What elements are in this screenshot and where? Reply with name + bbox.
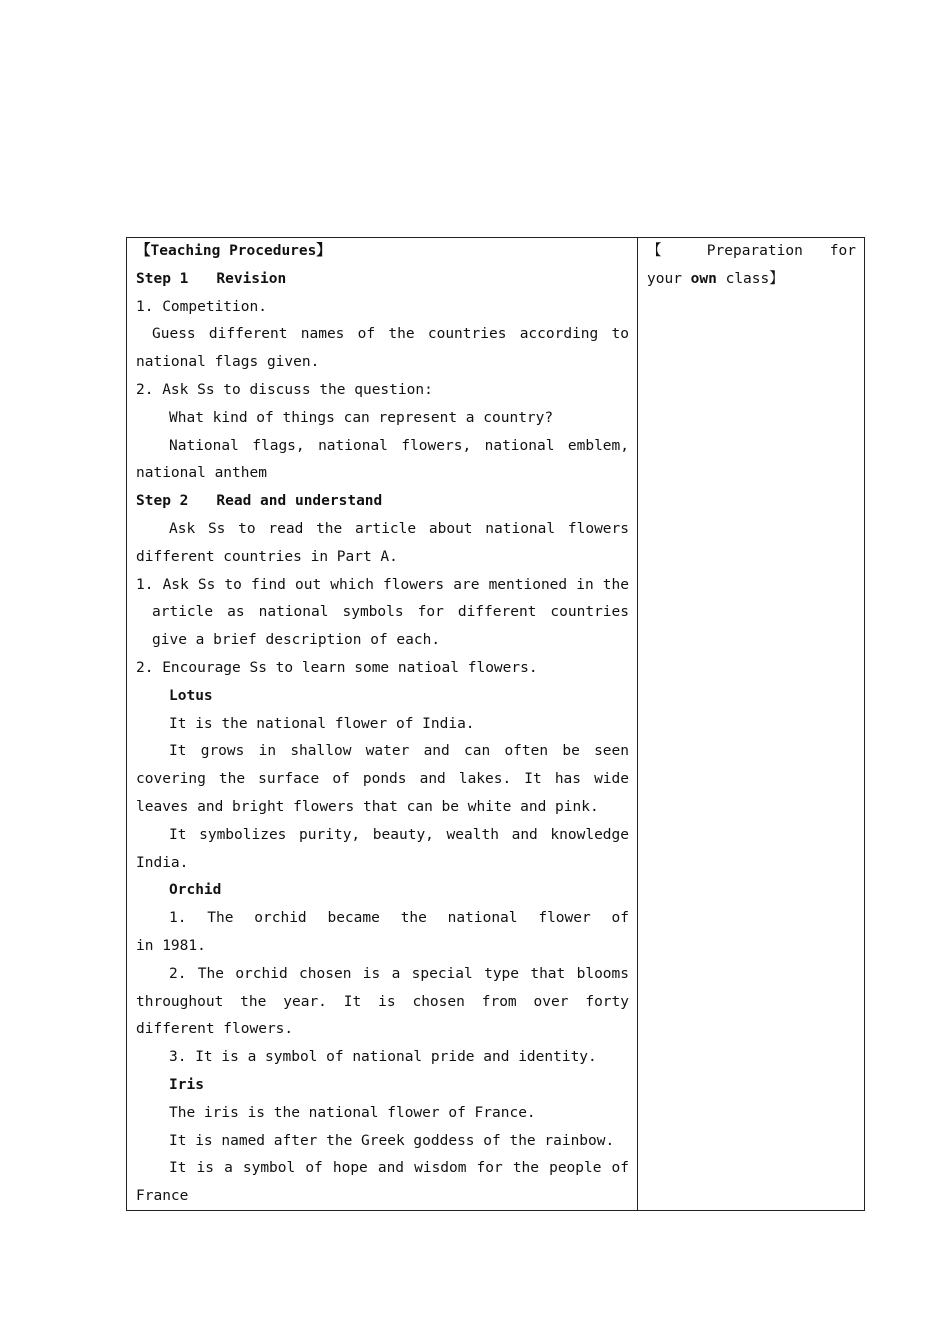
section-heading: 【Teaching Procedures】 (136, 243, 331, 259)
step-2-heading (136, 488, 629, 516)
text-line: France (136, 1188, 189, 1205)
prep-text: class】 (716, 270, 784, 287)
text-line: give a brief description of each. (152, 632, 441, 649)
orchid-title: Orchid (169, 882, 222, 899)
text-line: It is named after the Greek goddess of the rainbow. (169, 1132, 615, 1149)
text-line: 2. Encourage Ss to learn some natioal flowers. (136, 659, 538, 676)
text-line: 1. Competition. (136, 298, 267, 315)
text-line: It is a symbol of hope and wisdom for the people of (169, 1160, 629, 1177)
lesson-plan-table (126, 237, 865, 1211)
text-line: 2. Ask Ss to discuss the question: (136, 381, 433, 398)
text-line: India. (136, 854, 189, 871)
step-1-label: Step 1 (136, 270, 189, 287)
prep-text: your (647, 270, 691, 287)
text-line: It symbolizes purity, beauty, wealth and knowledge (169, 826, 629, 843)
preparation-heading-line-2 (647, 266, 856, 294)
text-line: Ask Ss to read the article about national flowers (169, 520, 629, 537)
text-line: 2. The orchid chosen is a special type that blooms (169, 965, 629, 982)
text-line: national anthem (136, 465, 267, 482)
preparation-heading-line-1: 【 Preparation for (647, 243, 856, 259)
step-2-title: Read and understand (216, 493, 383, 510)
text-line: 1. Ask Ss to find out which flowers are mentioned in the (136, 576, 629, 593)
text-line: throughout the year. It is chosen from over forty (136, 993, 629, 1010)
text-line: in 1981. (136, 937, 206, 954)
preparation-column (638, 238, 864, 1210)
text-line: national flags given. (136, 354, 320, 371)
lotus-title: Lotus (169, 687, 213, 704)
text-line: article as national symbols for different countries (152, 604, 629, 621)
text-line: 1. The orchid became the national flower of (169, 910, 629, 927)
prep-bold-text: own (690, 270, 717, 287)
text-line: leaves and bright flowers that can be white and pink. (136, 798, 599, 815)
text-line: What kind of things can represent a country? (169, 409, 554, 426)
step-1-title: Revision (216, 270, 287, 287)
text-line: It grows in shallow water and can often be seen (169, 743, 629, 760)
text-line: The iris is the national flower of France. (169, 1104, 536, 1121)
step-1-heading (136, 266, 629, 294)
text-line: different countries in Part A. (136, 548, 398, 565)
step-2-label: Step 2 (136, 493, 189, 510)
text-line: National flags, national flowers, national emblem, (169, 437, 629, 454)
iris-title: Iris (169, 1076, 204, 1093)
text-line: Guess different names of the countries according to (152, 326, 629, 343)
text-line: different flowers. (136, 1021, 294, 1038)
text-line: covering the surface of ponds and lakes. It has wide (136, 771, 629, 788)
text-line: It is the national flower of India. (169, 715, 475, 732)
teaching-procedures-column (127, 238, 638, 1210)
text-line: 3. It is a symbol of national pride and identity. (169, 1049, 597, 1066)
